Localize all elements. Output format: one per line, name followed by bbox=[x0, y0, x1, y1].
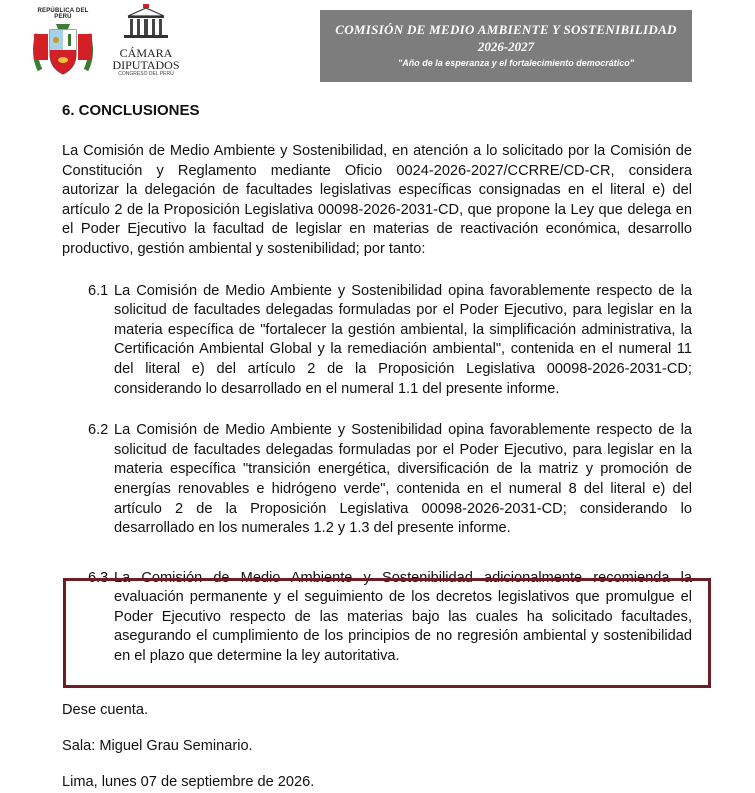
conclusion-text: La Comisión de Medio Ambiente y Sostenibilidad adicionalmente recomienda la evaluación permanente y el seguimiento de los decretos legislativos que promulgue el Poder Ejecutivo respecto de las materias bajo las cuales ha solicitado facultades, asegurando el cumplimiento de los principios de no regresión ambiental y sostenibilidad en el plazo que determine la ley autoritativa. bbox=[114, 569, 692, 665]
congress-building-icon bbox=[120, 4, 172, 40]
camara-logo-line2: DIPUTADOS bbox=[112, 58, 180, 72]
conclusion-number: 6.3 bbox=[88, 569, 109, 586]
conclusion-item bbox=[62, 282, 692, 400]
peru-coat-of-arms-logo bbox=[28, 8, 98, 80]
banner-title: COMISIÓN DE MEDIO AMBIENTE Y SOSTENIBILIDAD bbox=[335, 22, 677, 37]
highlight-box bbox=[63, 578, 711, 688]
conclusion-text: La Comisión de Medio Ambiente y Sostenibilidad opina favorablemente respecto de la solicitud de facultades delegadas formuladas por el Poder Ejecutivo, para legislar en la materia específica de "fortalecer la gestión ambiental, la simplificación administrativa, la Certificación Ambiental Global y la remediación ambiental", contenida en el numeral 11 del literal e) del artículo 2 de la Proposición Legislativa 00098-2026-2031-CD; considerando lo desarrollado en el numeral 1.1 del presente informe. bbox=[114, 282, 692, 397]
peru-logo-caption: REPÚBLICA DEL PERÚ bbox=[37, 8, 89, 20]
banner-motto: "Año de la esperanza y el fortalecimiento democrático" bbox=[397, 58, 635, 68]
camara-logo-line1: CÁMARA bbox=[119, 46, 173, 60]
date-line: Lima, lunes 07 de septiembre de 2026. bbox=[62, 774, 315, 790]
conclusion-number: 6.1 bbox=[88, 282, 109, 299]
camara-diputados-logo bbox=[106, 4, 186, 84]
banner-period: 2026-2027 bbox=[477, 39, 535, 54]
commission-banner bbox=[320, 10, 692, 82]
camara-logo-subtitle: CONGRESO DEL PERÚ bbox=[118, 71, 174, 77]
conclusion-item bbox=[62, 421, 692, 539]
closing-line: Dese cuenta. bbox=[62, 702, 148, 718]
section-title: 6. CONCLUSIONES bbox=[62, 102, 200, 119]
document-header bbox=[0, 0, 755, 95]
intro-paragraph: La Comisión de Medio Ambiente y Sostenibilidad, en atención a lo solicitado por la Comisión de Constitución y Reglamento mediante Oficio 0024-2026-2027/CCRRE/CD-CR, considera autorizar la delegación de facultades legislativas específicas consignadas en el literal e) del artículo 2 de la Proposición Legislativa 00098-2026-2031-CD, que propone la Ley que delega en el Poder Ejecutivo la facultad de legislar en materias de reactivación económica, desarrollo productivo, gestión ambiental y sostenibilidad; por tanto: bbox=[62, 143, 692, 257]
conclusion-number: 6.2 bbox=[88, 422, 109, 439]
coat-of-arms-icon bbox=[28, 20, 98, 82]
conclusion-text: La Comisión de Medio Ambiente y Sostenibilidad opina favorablemente respecto de la solicitud de facultades delegadas formuladas por el Poder Ejecutivo, para legislar en la materia específica "transición energética, diversificación de la matriz y promoción de energías renovables e hidrógeno verde", contenida en el numeral 8 del literal e) del artículo 2 de la Proposición Legislativa 00098-2026-2031-CD; considerando lo desarrollado en los numerales 1.2 y 1.3 del presente informe. bbox=[114, 422, 692, 537]
session-hall-line: Sala: Miguel Grau Seminario. bbox=[62, 738, 253, 754]
